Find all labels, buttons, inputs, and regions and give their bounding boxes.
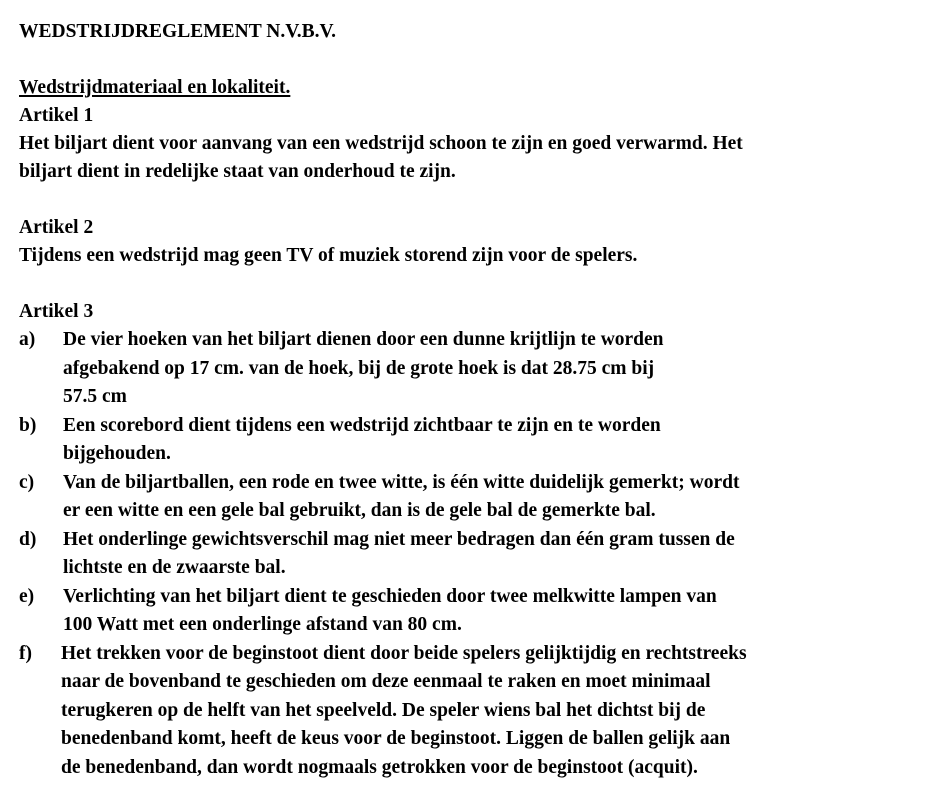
item-text xyxy=(63,412,929,469)
list-item xyxy=(19,640,929,783)
article-line: Het biljart dient voor aanvang van een wedstrijd schoon te zijn en goed verwarmd. Het xyxy=(19,133,743,154)
spacer xyxy=(19,186,929,214)
item-line: afgebakend op 17 cm. van de hoek, bij de grote hoek is dat 28.75 cm bij xyxy=(63,357,655,379)
item-letter: f) xyxy=(19,642,32,664)
list-item xyxy=(19,526,929,583)
item-line: de benedenband, dan wordt nogmaals getrokken voor de beginstoot (acquit). xyxy=(61,756,698,778)
item-text xyxy=(63,583,929,640)
item-line: De vier hoeken van het biljart dienen door een dunne krijtlijn te worden xyxy=(63,329,664,350)
item-text xyxy=(63,326,929,412)
list-item xyxy=(19,412,929,469)
item-line: Het onderlinge gewichtsverschil mag niet meer bedragen dan één gram tussen de xyxy=(63,528,735,550)
item-line: lichtste en de zwaarste bal. xyxy=(63,557,286,578)
article-heading: Artikel 3 xyxy=(19,301,94,322)
item-line: terugkeren op de helft van het speelveld. De speler wiens bal het dichtst bij de xyxy=(61,699,706,721)
item-line: 57.5 cm xyxy=(63,386,127,407)
article-heading: Artikel 1 xyxy=(19,105,94,126)
list-item xyxy=(19,469,929,526)
item-line: Het trekken voor de beginstoot dient door beide spelers gelijktijdig en rechtstreeks xyxy=(61,642,747,664)
item-line: bijgehouden. xyxy=(63,443,171,464)
item-letter: e) xyxy=(19,585,35,607)
article-2 xyxy=(19,214,929,270)
section-heading: Wedstrijdmateriaal en lokaliteit. xyxy=(19,77,291,98)
item-line: er een witte en een gele bal gebruikt, dan is de gele bal de gemerkte bal. xyxy=(63,500,656,521)
document-title: WEDSTRIJDREGLEMENT N.V.B.V. xyxy=(19,21,336,42)
article-heading: Artikel 2 xyxy=(19,217,94,238)
document-page xyxy=(19,18,929,782)
item-line: benedenband komt, heeft de keus voor de beginstoot. Liggen de ballen gelijk aan xyxy=(61,728,731,749)
item-text xyxy=(63,526,929,583)
list-item xyxy=(19,583,929,640)
item-line: naar de bovenband te geschieden om deze eenmaal te raken en moet minimaal xyxy=(61,671,711,692)
spacer xyxy=(19,270,929,298)
article-line: Tijdens een wedstrijd mag geen TV of muziek storend zijn voor de spelers. xyxy=(19,245,638,266)
item-text xyxy=(61,640,929,783)
item-letter: a) xyxy=(19,329,36,350)
article-3 xyxy=(19,298,929,782)
item-letter: c) xyxy=(19,471,35,493)
item-line: Van de biljartballen, een rode en twee witte, is één witte duidelijk gemerkt; wordt xyxy=(63,471,740,493)
article-1 xyxy=(19,102,929,186)
item-text xyxy=(63,469,929,526)
list-item xyxy=(19,326,929,412)
item-letter: d) xyxy=(19,528,37,550)
item-line: Een scorebord dient tijdens een wedstrijd zichtbaar te zijn en te worden xyxy=(63,414,661,436)
item-letter: b) xyxy=(19,414,37,436)
item-line: Verlichting van het biljart dient te geschieden door twee melkwitte lampen van xyxy=(63,585,717,607)
article-line: biljart dient in redelijke staat van onderhoud te zijn. xyxy=(19,161,456,182)
item-line: 100 Watt met een onderlinge afstand van 80 cm. xyxy=(63,614,462,635)
